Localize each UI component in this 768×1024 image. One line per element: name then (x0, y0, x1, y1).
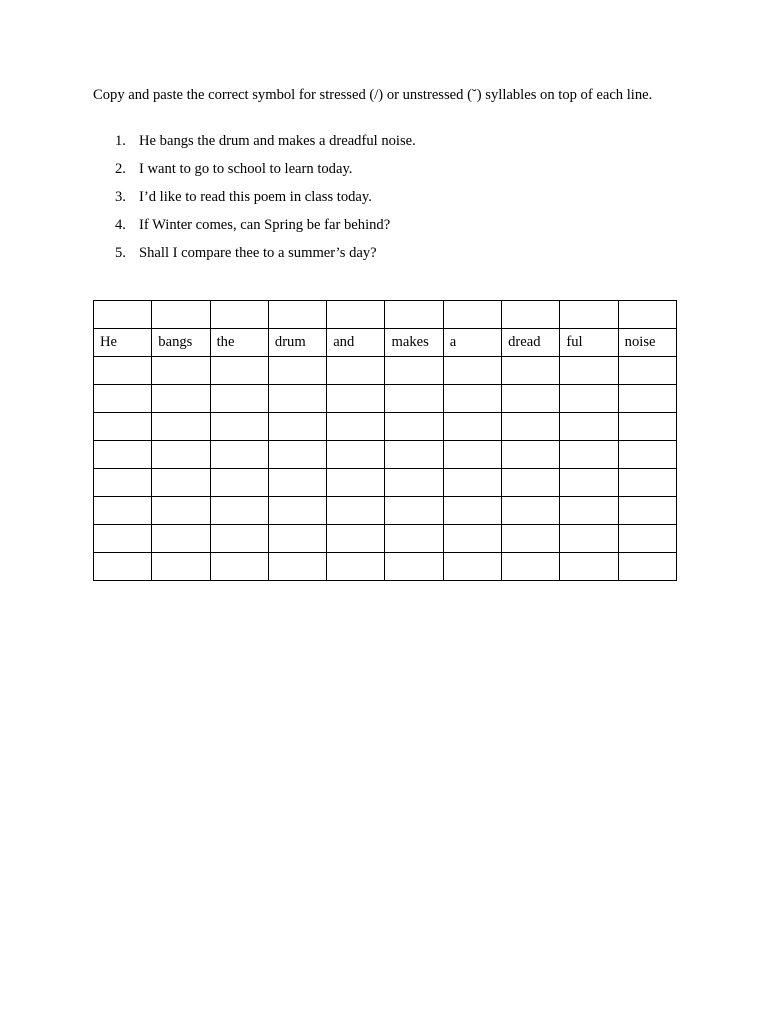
table-cell[interactable] (385, 441, 443, 469)
list-item-text: He bangs the drum and makes a dreadful noise. (139, 133, 416, 149)
scansion-table-body (94, 301, 677, 581)
table-cell[interactable] (327, 357, 385, 385)
table-row (94, 553, 677, 581)
list-item-number: 5. (115, 245, 126, 261)
table-cell[interactable] (152, 469, 210, 497)
table-cell[interactable] (210, 497, 268, 525)
list-item (93, 188, 675, 216)
table-cell[interactable] (502, 385, 560, 413)
table-cell[interactable] (560, 469, 618, 497)
table-cell[interactable] (560, 553, 618, 581)
table-cell[interactable] (94, 469, 152, 497)
list-item-text: I’d like to read this poem in class today. (139, 189, 372, 205)
table-cell[interactable] (560, 385, 618, 413)
scansion-table (93, 300, 677, 581)
instructions-paragraph: Copy and paste the correct symbol for stressed (/) or unstressed (˘) syllables on top of each line. (93, 87, 653, 103)
list-item (93, 244, 675, 272)
table-cell[interactable] (443, 469, 501, 497)
table-cell[interactable] (385, 497, 443, 525)
table-cell[interactable] (327, 469, 385, 497)
table-cell[interactable] (502, 441, 560, 469)
table-cell[interactable] (385, 357, 443, 385)
table-cell[interactable] (502, 553, 560, 581)
table-cell[interactable] (210, 553, 268, 581)
table-cell[interactable] (94, 301, 152, 329)
table-cell[interactable] (618, 525, 676, 553)
table-cell[interactable] (443, 553, 501, 581)
table-cell[interactable] (502, 497, 560, 525)
table-cell[interactable] (443, 357, 501, 385)
list-item-number: 3. (115, 189, 126, 205)
table-cell[interactable] (210, 357, 268, 385)
table-cell[interactable] (618, 497, 676, 525)
list-item-number: 4. (115, 217, 126, 233)
table-cell[interactable] (560, 357, 618, 385)
table-cell[interactable]: drum (268, 329, 326, 357)
table-cell[interactable] (268, 441, 326, 469)
table-cell[interactable] (502, 357, 560, 385)
table-cell[interactable] (327, 385, 385, 413)
table-cell[interactable] (502, 301, 560, 329)
table-cell[interactable] (152, 553, 210, 581)
table-cell[interactable]: He (94, 329, 152, 357)
table-row (94, 497, 677, 525)
table-cell[interactable] (502, 413, 560, 441)
list-item-number: 1. (115, 133, 126, 149)
table-cell[interactable] (268, 413, 326, 441)
table-cell[interactable]: makes (385, 329, 443, 357)
table-cell[interactable] (443, 413, 501, 441)
table-cell[interactable]: bangs (152, 329, 210, 357)
table-cell[interactable] (385, 553, 443, 581)
table-cell[interactable] (385, 469, 443, 497)
list-item-text: If Winter comes, can Spring be far behind? (139, 217, 391, 233)
table-cell[interactable] (618, 441, 676, 469)
table-cell[interactable] (152, 413, 210, 441)
table-cell[interactable] (385, 301, 443, 329)
table-cell[interactable] (385, 525, 443, 553)
table-cell[interactable] (502, 525, 560, 553)
table-cell[interactable] (210, 385, 268, 413)
table-row (94, 525, 677, 553)
table-cell[interactable] (152, 497, 210, 525)
table-cell[interactable] (268, 301, 326, 329)
list-item (93, 216, 675, 244)
table-cell[interactable] (94, 413, 152, 441)
table-cell[interactable]: ful (560, 329, 618, 357)
table-cell[interactable] (210, 469, 268, 497)
table-row (94, 329, 677, 357)
table-cell[interactable] (443, 525, 501, 553)
sentence-list (93, 132, 675, 272)
table-row (94, 301, 677, 329)
table-cell[interactable] (152, 525, 210, 553)
table-cell[interactable] (618, 469, 676, 497)
table-cell[interactable] (210, 441, 268, 469)
table-cell[interactable] (327, 525, 385, 553)
table-cell[interactable] (268, 553, 326, 581)
list-item (93, 132, 675, 160)
table-cell[interactable] (327, 553, 385, 581)
table-cell[interactable] (94, 553, 152, 581)
table-cell[interactable] (210, 525, 268, 553)
table-cell[interactable] (327, 413, 385, 441)
list-item (93, 160, 675, 188)
list-item-text: Shall I compare thee to a summer’s day? (139, 245, 377, 261)
table-cell[interactable] (560, 441, 618, 469)
table-cell[interactable] (385, 385, 443, 413)
table-cell[interactable] (327, 497, 385, 525)
table-cell[interactable] (268, 469, 326, 497)
table-cell[interactable] (210, 301, 268, 329)
table-cell[interactable] (618, 385, 676, 413)
table-cell[interactable] (152, 385, 210, 413)
table-cell[interactable] (502, 469, 560, 497)
table-cell[interactable] (268, 525, 326, 553)
table-cell[interactable] (327, 301, 385, 329)
table-cell[interactable] (94, 441, 152, 469)
table-cell[interactable] (94, 357, 152, 385)
table-cell[interactable] (560, 301, 618, 329)
table-cell[interactable] (618, 553, 676, 581)
table-cell[interactable] (327, 441, 385, 469)
table-cell[interactable] (560, 525, 618, 553)
table-cell[interactable] (385, 413, 443, 441)
table-cell[interactable] (210, 413, 268, 441)
table-row (94, 413, 677, 441)
table-row (94, 441, 677, 469)
table-row (94, 469, 677, 497)
table-cell[interactable] (618, 413, 676, 441)
table-cell[interactable] (443, 441, 501, 469)
table-cell[interactable]: a (443, 329, 501, 357)
table-cell[interactable] (618, 357, 676, 385)
table-cell[interactable] (94, 497, 152, 525)
table-cell[interactable] (152, 441, 210, 469)
table-cell[interactable] (152, 357, 210, 385)
table-cell[interactable] (443, 497, 501, 525)
table-cell[interactable] (268, 357, 326, 385)
table-row (94, 385, 677, 413)
table-cell[interactable] (94, 525, 152, 553)
table-cell[interactable] (560, 413, 618, 441)
table-cell[interactable] (443, 385, 501, 413)
table-cell[interactable]: the (210, 329, 268, 357)
table-cell[interactable]: dread (502, 329, 560, 357)
table-cell[interactable]: noise (618, 329, 676, 357)
table-cell[interactable] (268, 385, 326, 413)
table-cell[interactable] (94, 385, 152, 413)
table-cell[interactable] (443, 301, 501, 329)
list-item-number: 2. (115, 161, 126, 177)
table-cell[interactable] (152, 301, 210, 329)
table-cell[interactable] (618, 301, 676, 329)
table-cell[interactable] (560, 497, 618, 525)
table-cell[interactable] (268, 497, 326, 525)
table-row (94, 357, 677, 385)
table-cell[interactable]: and (327, 329, 385, 357)
list-item-text: I want to go to school to learn today. (139, 161, 353, 177)
